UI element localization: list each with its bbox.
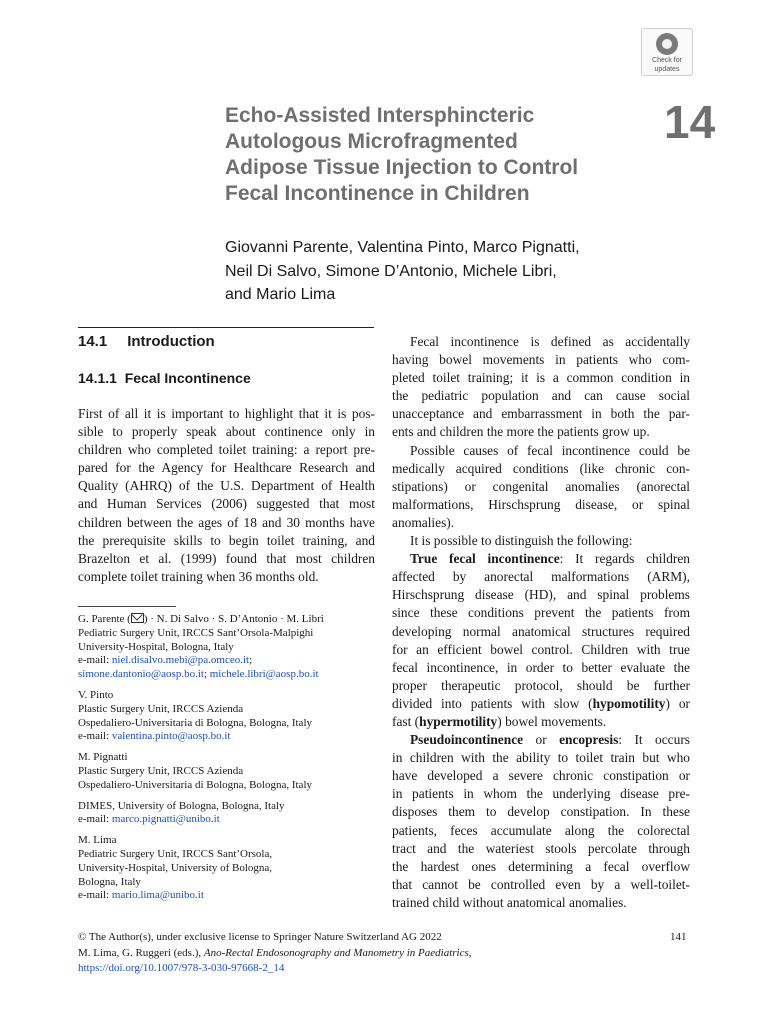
chapter-title: Echo-Assisted Intersphincteric Autologous Microfragmented Adipose Tissue Injection to Control Fecal Incontinence in Children bbox=[225, 104, 579, 205]
affiliation-3: M. Pignatti Plastic Surgery Unit, IRCCS Azienda Ospedaliero-Universitaria di Bologna, Bologna, Italy DIMES, University of Bologna, Bologna, Italy e-mail: marco.pignatti@unibo.it bbox=[78, 751, 312, 826]
affiliation-4: M. Lima Pediatric Surgery Unit, IRCCS Sant’Orsola, University-Hospital, University of Bologna, Bologna, Italy e-mail: mario.lima@unibo.it bbox=[78, 834, 273, 902]
page-number: 141 bbox=[670, 931, 687, 943]
badge-line2: updates bbox=[654, 66, 680, 73]
email-link[interactable]: michele.libri@aosp.bo.it bbox=[209, 668, 319, 681]
section-heading: 14.1 Introduction bbox=[78, 333, 215, 350]
left-paragraph: First of all it is important to highlight that it is pos- sible to properly speak about continence only in children who completed toilet training: a report pre- pared for the Agency for Healthcare Research and Quality (AHRQ) of the U.S. Department of Health and Human Services (2006) suggested that most children between the ages of 18 and 30 months have the prerequisite skills to begin toilet training, and Brazelton et al. (1999) found that most children complete toilet training when 36 months old. bbox=[78, 406, 375, 584]
citation-line: M. Lima, G. Ruggeri (eds.), Ano-Rectal Endosonography and Manometry in Paediatrics, bbox=[78, 947, 472, 959]
subsection-heading: 14.1.1 Fecal Incontinence bbox=[78, 370, 251, 386]
paragraph-definition: Fecal incontinence is defined as accidentally having bowel movements in patients who com- pleted toilet training; it is a common condition in the pediatric population and can cause social unacceptance and embarrassment in both the par- ents and children the more the patients grow up. bbox=[392, 334, 690, 440]
email-link[interactable]: marco.pignatti@unibo.it bbox=[111, 813, 220, 826]
affiliation-2: V. Pinto Plastic Surgery Unit, IRCCS Azienda Ospedaliero-Universitaria di Bologna, Bologna, Italy e-mail: valentina.pinto@aosp.bo.it bbox=[78, 688, 312, 743]
check-for-updates-badge[interactable] bbox=[641, 28, 693, 76]
mail-icon bbox=[131, 613, 144, 623]
check-updates-icon bbox=[656, 33, 678, 55]
copyright-line: © The Author(s), under exclusive license to Springer Nature Switzerland AG 2022 bbox=[78, 931, 442, 943]
email-link[interactable]: mario.lima@unibo.it bbox=[111, 889, 204, 902]
right-column bbox=[392, 333, 690, 912]
chapter-number: 14 bbox=[664, 96, 716, 148]
section-rule bbox=[78, 327, 374, 328]
footnote-rule bbox=[78, 606, 176, 607]
email-link[interactable]: niel.disalvo.mebi@pa.omceo.it bbox=[111, 654, 250, 667]
paragraph-causes: Possible causes of fecal incontinence could be medically acquired conditions (like chronic con- stipations) or congenital anomalies (anorectal malformations, Hirschsprung disease, or spinal anomalies). bbox=[392, 442, 690, 530]
paragraph-pseudoincontinence: Pseudoincontinence or encopresis: It occurs in children with the ability to toilet train but who have developed a severe chronic constipation or in patients in whom the underlying disease pre- disposes them to develop constipation. In these patients, feces accumulate along the colorectal tract and the wateriest stools percolate through the hardest ones determining a fecal overflow that cannot be controlled even by a well-toilet- trained child without anatomical anomalies. bbox=[392, 732, 690, 910]
badge-line1: Check for bbox=[652, 57, 682, 64]
affiliation-1: G. Parente ( ) · N. Di Salvo · S. D’Antonio · M. Libri Pediatric Surgery Unit, IRCCS Sant’Orsola-Malpighi University-Hospital, Bologna, Italy e-mail: niel.disalvo.mebi@pa.omceo.it; simone.dantonio@aosp.bo.it; michele.libri@aosp.bo.it bbox=[78, 613, 324, 681]
author-list: Giovanni Parente, Valentina Pinto, Marco Pignatti, Neil Di Salvo, Simone D’Antonio, Michele Libri, and Mario Lima bbox=[225, 239, 580, 303]
affiliations bbox=[78, 613, 378, 903]
paragraph-true-incontinence: True fecal incontinence: It regards children affected by anorectal malformations (ARM), Hirschsprung disease (HD), and spinal problems since these conditions prevent the patients from developing normal anatomical structures required for an efficient bowel control. Children with true fecal incontinence, in order to better evaluate the proper therapeutic protocol, should be further divided into patients with slow (hypomotility) or fast (hypermotility) bowel movements. bbox=[392, 551, 690, 729]
email-link[interactable]: simone.dantonio@aosp.bo.it bbox=[78, 668, 204, 681]
email-link[interactable]: valentina.pinto@aosp.bo.it bbox=[111, 730, 231, 743]
doi-link[interactable]: https://doi.org/10.1007/978-3-030-97668-2_14 bbox=[78, 962, 285, 974]
paragraph-distinguish: It is possible to distinguish the following: bbox=[410, 533, 633, 549]
